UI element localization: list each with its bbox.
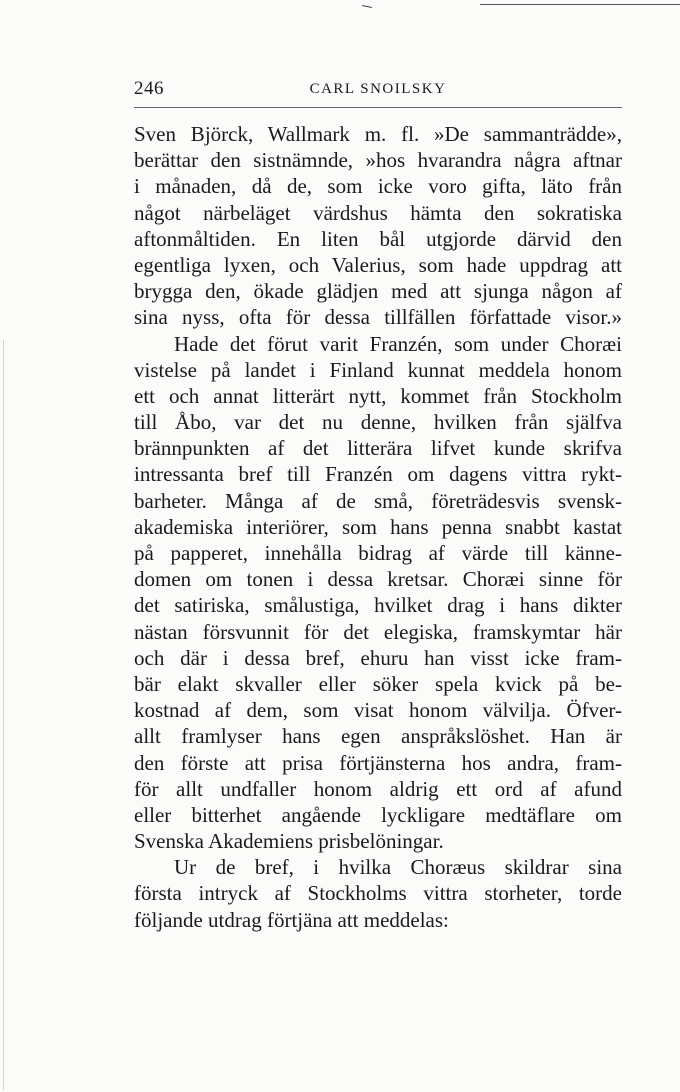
text-line: bär elakt skvaller eller söker spela kvick på be- [134, 671, 622, 696]
text-line: nästan försvunnit för det elegiska, framskymtar här [134, 619, 622, 644]
text-line: intressanta bref till Franzén om dagens vittra rykt- [134, 462, 622, 487]
text-line: akademiska interiörer, som hans penna snabbt kastat [134, 514, 622, 539]
text-line: det satiriska, smålustiga, hvilket drag i hans dikter [134, 593, 622, 618]
page-number: 246 [134, 78, 164, 99]
text-line: Svenska Akademiens prisbelöningar. [134, 829, 444, 854]
text-line: Ur de bref, i hvilka Choræus skildrar sina [174, 855, 622, 880]
header-rule [134, 107, 622, 108]
text-line: domen om tonen i dessa kretsar. Choræi sinne för [134, 567, 622, 592]
text-line: allt framlyser hans egen anspråkslöshet. Han är [134, 724, 622, 749]
text-line: sina nyss, ofta för dessa tillfällen författade visor.» [134, 305, 622, 330]
text-line: brygga den, ökade glädjen med att sjunga någon af [134, 279, 622, 304]
text-line: första intryck af Stockholms vittra storheter, torde [134, 881, 622, 906]
text-line: berättar den sistnämnde, »hos hvarandra några aftnar [134, 148, 622, 173]
top-edge-mark [362, 5, 372, 8]
text-line: på papperet, innehålla bidrag af värde till känne- [134, 541, 622, 565]
text-line: vistelse på landet i Finland kunnat meddela honom [134, 357, 622, 382]
text-line: och där i dessa bref, ehuru han visst icke fram- [134, 645, 622, 670]
text-line: kostnad af dem, som visat honom välvilja. Öfver- [134, 698, 622, 723]
top-edge-rule [480, 4, 680, 5]
text-line: Hade det förut varit Franzén, som under Choræi [174, 331, 622, 356]
page-header [134, 78, 622, 102]
body-text [134, 121, 622, 933]
text-line: den förste att prisa förtjänsterna hos andra, fram- [134, 750, 622, 775]
text-line: eller bitterhet angående lyckligare medtäflare om [134, 802, 622, 827]
text-line: egentliga lyxen, och Valerius, som hade uppdrag att [134, 252, 622, 277]
left-page-edge [3, 340, 4, 1090]
text-line: något närbeläget värdshus hämta den sokratiska [134, 200, 622, 225]
text-line: Sven Björck, Wallmark m. fl. »De sammanträdde», [134, 122, 622, 146]
text-line: i månaden, då de, som icke voro gifta, läto från [134, 174, 622, 199]
running-head: CARL SNOILSKY [309, 81, 447, 97]
text-line: till Åbo, var det nu denne, hvilken från själfva [134, 410, 622, 435]
text-line: aftonmåltiden. En liten bål utgjorde därvid den [134, 226, 622, 251]
text-line: brännpunkten af det litterära lifvet kunde skrifva [134, 436, 622, 461]
text-line: barheter. Många af de små, företrädesvis svensk- [134, 488, 622, 513]
text-line: för allt undfaller honom aldrig ett ord af afund [134, 776, 622, 801]
text-line: följande utdrag förtjäna att meddelas: [134, 907, 449, 932]
text-line: ett och annat litterärt nytt, kommet från Stockholm [134, 383, 622, 408]
